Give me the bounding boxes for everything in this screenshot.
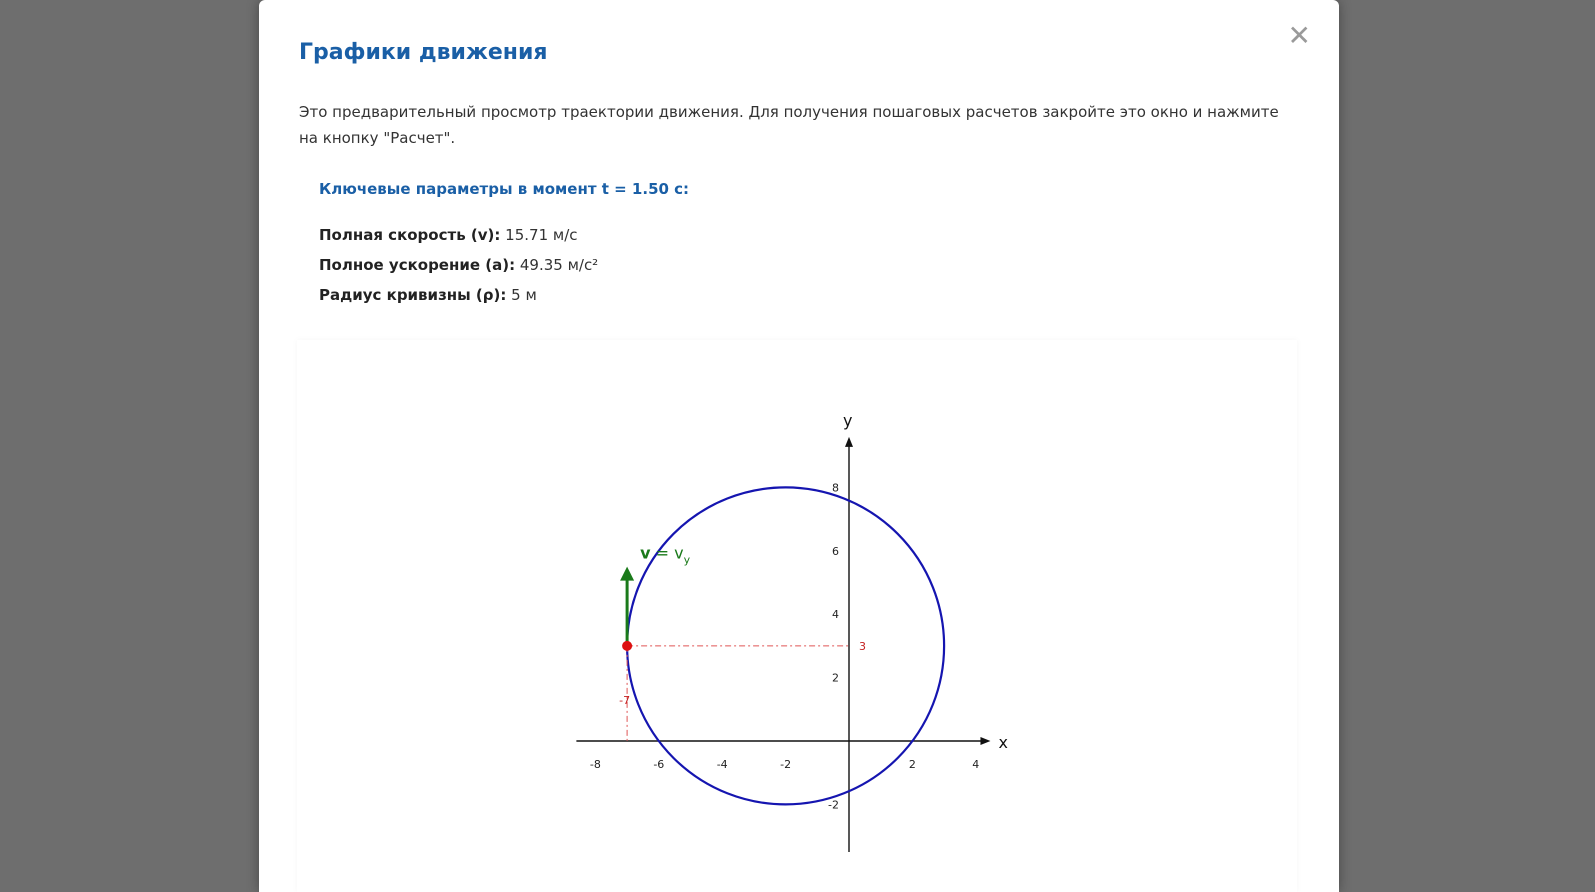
- x-axis-label: x: [998, 733, 1008, 752]
- param-velocity: [319, 226, 578, 244]
- y-tick-label: 8: [832, 481, 839, 495]
- params-title: Ключевые параметры в момент t = 1.50 с:: [319, 180, 690, 198]
- position-point: [622, 641, 632, 651]
- trajectory-chart: [297, 340, 1297, 892]
- y-tick-label: 4: [832, 608, 839, 622]
- param-curvature-value: 5 м: [511, 286, 537, 304]
- y-tick-label: 6: [832, 544, 839, 558]
- x-tick-label: 2: [908, 758, 916, 771]
- param-velocity-value: 15.71 м/с: [505, 226, 578, 244]
- close-icon[interactable]: ✕: [1287, 19, 1311, 52]
- y-axis-arrow: [845, 437, 853, 447]
- param-acceleration-label: Полное ускорение (a):: [319, 256, 516, 274]
- velocity-label-eq: = v: [650, 543, 684, 563]
- chart-container: [297, 340, 1297, 892]
- param-velocity-label: Полная скорость (v):: [319, 226, 501, 244]
- y-tick-label: 2: [832, 671, 839, 685]
- param-acceleration: [319, 256, 598, 274]
- x-tick-label: 4: [972, 758, 980, 771]
- y-tick-label: -2: [828, 798, 839, 812]
- y-axis-label: y: [843, 410, 853, 430]
- x-tick-label: -8: [589, 758, 601, 771]
- x-tick-label: -4: [716, 758, 728, 771]
- x-tick-label: -6: [653, 758, 665, 771]
- velocity-label: [640, 544, 690, 567]
- param-curvature-label: Радиус кривизны (ρ):: [319, 286, 507, 304]
- param-curvature: [319, 286, 537, 304]
- velocity-label-bold: v: [640, 543, 651, 563]
- point-x-label: -7: [619, 693, 631, 707]
- x-axis-arrow: [980, 737, 990, 745]
- modal-dialog: [259, 0, 1339, 892]
- point-y-label: 3: [859, 639, 866, 653]
- modal-title: Графики движения: [299, 40, 548, 65]
- param-acceleration-value: 49.35 м/с²: [519, 256, 599, 274]
- intro-text: Это предварительный просмотр траектории движения. Для получения пошаговых расчетов закройте это окно и нажмите на кнопку "Расчет".: [299, 103, 1279, 147]
- velocity-label-sub: y: [683, 553, 691, 567]
- velocity-arrowhead: [620, 567, 634, 581]
- x-tick-label: -2: [780, 758, 792, 771]
